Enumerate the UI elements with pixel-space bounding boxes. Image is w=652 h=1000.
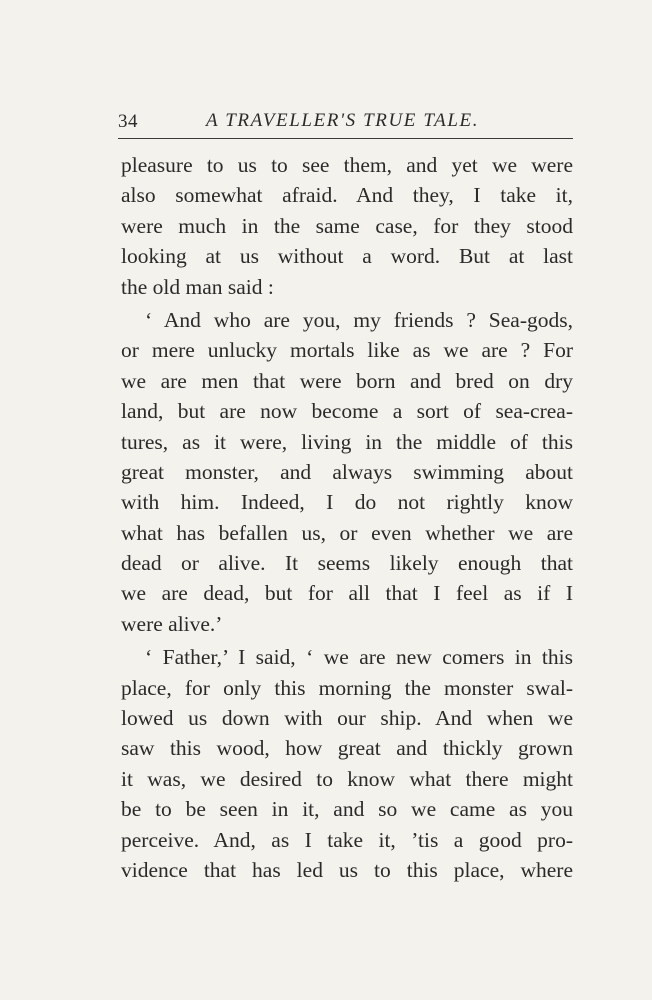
paragraph (121, 150, 573, 302)
text-line: it was, we desired to know what there might (121, 766, 573, 791)
text-line: were much in the same case, for they stood (121, 213, 573, 238)
text-line: land, but are now become a sort of sea-crea- (121, 399, 573, 424)
text-line: vidence that has led us to this place, where (121, 857, 573, 882)
text-line: what has befallen us, or even whether we are (121, 520, 573, 545)
running-header (118, 107, 572, 137)
text-line: great monster, and always swimming about (121, 459, 573, 484)
text-line: ‘ And who are you, my friends ? Sea-gods, (145, 307, 573, 332)
text-line: looking at us without a word. But at last (121, 244, 573, 269)
text-line: pleasure to us to see them, and yet we were (121, 153, 573, 177)
running-title: A TRAVELLER'S TRUE TALE. (206, 110, 480, 131)
paragraph (121, 305, 573, 639)
text-line: lowed us down with our ship. And when we (121, 706, 573, 731)
text-line: tures, as it were, living in the middle of this (121, 429, 573, 454)
text-line: also somewhat afraid. And they, I take it, (121, 183, 573, 208)
text-line: place, for only this morning the monster swal- (121, 675, 573, 700)
text-line: be to be seen in it, and so we came as you (121, 797, 573, 822)
text-line: were alive.’ (121, 611, 223, 636)
text-line: the old man said : (121, 274, 274, 299)
page-number: 34 (118, 111, 138, 132)
text-line: or mere unlucky mortals like as we are ? For (121, 338, 573, 363)
text-line: perceive. And, as I take it, ’tis a good pro- (121, 827, 573, 852)
text-line: with him. Indeed, I do not rightly know (121, 490, 573, 515)
text-line: ‘ Father,’ I said, ‘ we are new comers in this (145, 645, 573, 670)
body-text (121, 150, 573, 885)
header-rule (118, 138, 573, 139)
text-line: saw this wood, how great and thickly grown (121, 736, 573, 761)
text-line: we are men that were born and bred on dry (121, 368, 573, 393)
text-line: we are dead, but for all that I feel as if I (121, 581, 573, 606)
text-line: dead or alive. It seems likely enough that (121, 551, 573, 576)
paragraph (121, 642, 573, 885)
